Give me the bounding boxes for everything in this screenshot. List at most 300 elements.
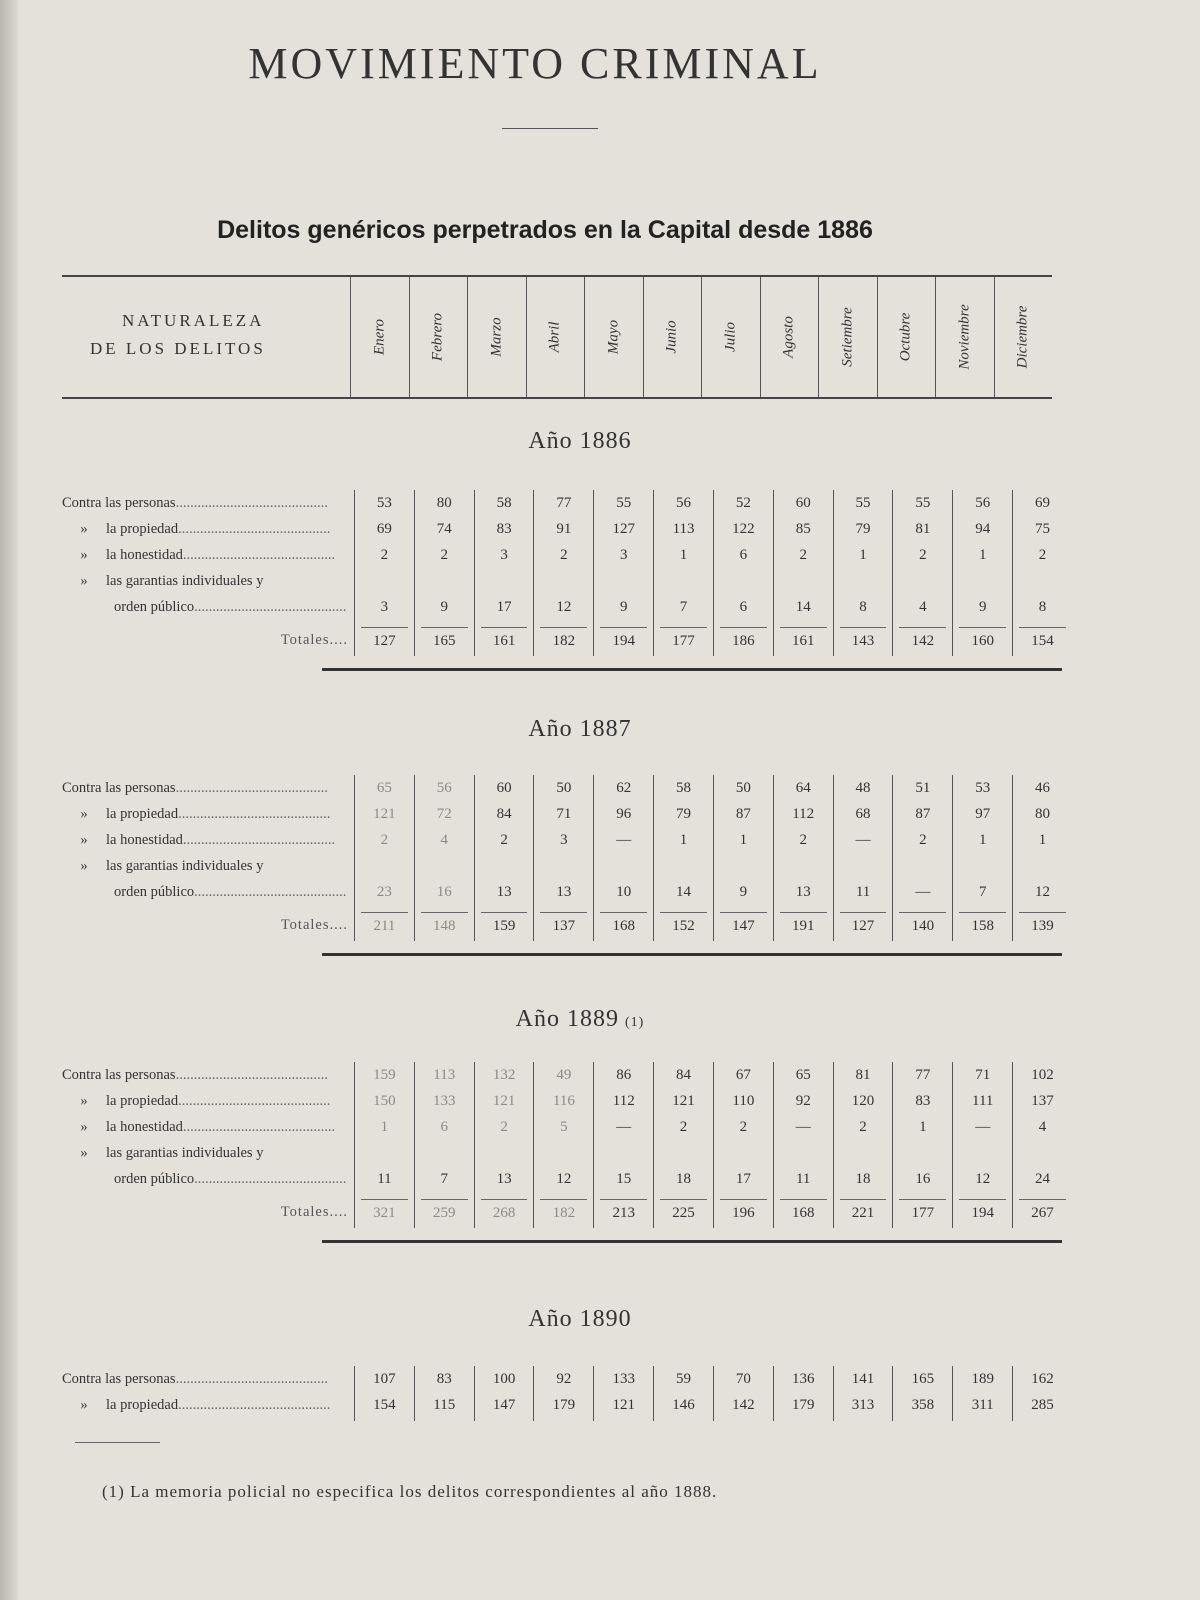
ditto-mark: » <box>80 858 88 874</box>
value-cell-propiedad: 87 <box>735 806 751 822</box>
value-cell-personas: 113 <box>433 1067 456 1083</box>
value-cell-orden: 11 <box>795 1171 811 1187</box>
month-column <box>593 1366 653 1421</box>
value-cell-propiedad: 121 <box>672 1093 695 1109</box>
value-cell-orden: 9 <box>978 599 987 615</box>
row-label-orden <box>62 1166 352 1192</box>
value-cell-orden: 24 <box>1035 1171 1051 1187</box>
month-label: Octubre <box>897 312 914 362</box>
month-column <box>713 1366 773 1421</box>
month-column <box>833 775 893 941</box>
value-cell-orden: 7 <box>978 884 987 900</box>
month-headers <box>350 277 1052 397</box>
ditto-mark: » <box>80 547 88 563</box>
total-cell: 259 <box>421 1199 468 1226</box>
value-cell-propiedad: 133 <box>432 1093 456 1109</box>
month-column <box>892 1366 952 1421</box>
value-cell-honestidad: 2 <box>500 832 508 848</box>
total-cell: 168 <box>780 1199 827 1226</box>
value-cell-propiedad: 116 <box>552 1093 575 1109</box>
total-cell: 148 <box>421 912 468 939</box>
value-cell-honestidad: — <box>795 1119 811 1135</box>
month-column <box>653 775 713 941</box>
row-label-propiedad <box>62 516 352 542</box>
value-cell-orden: 13 <box>496 1171 512 1187</box>
month-header-setiembre <box>818 277 877 397</box>
value-cell-honestidad: — <box>855 832 871 848</box>
value-cell-honestidad: 2 <box>679 1119 688 1135</box>
value-cell-personas: 48 <box>855 780 871 796</box>
leader-dots: .......................................... <box>178 1093 331 1109</box>
ditto-mark: » <box>80 1119 88 1135</box>
nature-of-crimes-heading <box>62 307 347 363</box>
month-column <box>773 775 833 941</box>
total-cell: 152 <box>660 912 707 939</box>
total-cell: 165 <box>421 627 468 654</box>
value-cell-propiedad: 91 <box>556 521 572 537</box>
month-column <box>773 490 833 656</box>
month-column <box>952 1062 1012 1228</box>
value-cell-personas: 50 <box>735 780 751 796</box>
value-cell-propiedad: 121 <box>612 1397 635 1413</box>
value-cell-propiedad: 121 <box>492 1093 516 1109</box>
leader-dots: .......................................... <box>178 521 331 537</box>
value-cell-orden: 13 <box>496 884 512 900</box>
value-cell-propiedad: 80 <box>1035 806 1051 822</box>
value-cell-personas: 65 <box>376 780 392 796</box>
value-cell-honestidad: 1 <box>919 1119 927 1135</box>
value-cell-propiedad: 71 <box>556 806 572 822</box>
month-column <box>892 490 952 656</box>
year-heading <box>0 1006 1160 1033</box>
month-column <box>354 490 414 656</box>
footnote: (1) La memoria policial no especifica los delitos correspondientes al año 1888. <box>102 1482 718 1501</box>
row-label-honestidad <box>62 1114 352 1140</box>
page-subtitle: Delitos genéricos perpetrados en la Capital desde 1886 <box>217 216 873 244</box>
month-column <box>773 1366 833 1421</box>
page-title: MOVIMIENTO CRIMINAL <box>248 39 822 88</box>
month-column <box>773 1062 833 1228</box>
row-label-text: las garantias individuales y <box>106 858 264 874</box>
total-cell: 225 <box>660 1199 707 1226</box>
month-column <box>833 1062 893 1228</box>
month-column <box>533 1062 593 1228</box>
total-cell: 127 <box>361 627 408 654</box>
ditto-mark: » <box>80 573 88 589</box>
value-cell-personas: 70 <box>735 1371 751 1387</box>
value-cell-propiedad: 311 <box>971 1397 994 1413</box>
value-cell-personas: 80 <box>436 495 452 511</box>
totals-label: Totales.... <box>280 916 348 933</box>
value-cell-personas: 53 <box>975 780 991 796</box>
value-cell-personas: 65 <box>795 1067 811 1083</box>
value-cell-propiedad: 121 <box>373 806 396 822</box>
row-label-text: la propiedad <box>106 806 179 822</box>
value-cell-propiedad: 72 <box>436 806 452 822</box>
total-cell: 147 <box>720 912 767 939</box>
value-cell-personas: 52 <box>735 495 751 511</box>
value-cell-orden: 16 <box>915 1171 931 1187</box>
value-cell-personas: 162 <box>1031 1371 1054 1387</box>
value-cell-personas: 46 <box>1035 780 1051 796</box>
value-cell-propiedad: 79 <box>676 806 692 822</box>
leader-dots: .......................................... <box>178 806 331 822</box>
value-cell-honestidad: 2 <box>919 547 927 563</box>
value-cell-orden: 11 <box>855 884 871 900</box>
value-cell-honestidad: — <box>616 832 632 848</box>
value-cell-personas: 55 <box>915 495 931 511</box>
value-cell-orden: 7 <box>440 1171 448 1187</box>
value-cell-personas: 58 <box>496 495 512 511</box>
month-label: Febrero <box>429 312 446 362</box>
value-cell-personas: 49 <box>556 1067 572 1083</box>
value-cell-propiedad: 94 <box>975 521 991 537</box>
leader-dots: .......................................... <box>182 832 336 848</box>
value-cell-personas: 58 <box>676 780 692 796</box>
value-cell-orden: 15 <box>616 1171 632 1187</box>
month-column <box>952 490 1012 656</box>
leader-dots: .......................................... <box>178 1397 331 1413</box>
row-label-personas <box>62 1062 352 1088</box>
month-header-agosto <box>760 277 819 397</box>
value-cell-propiedad: 313 <box>851 1397 875 1413</box>
month-label: Julio <box>722 322 739 352</box>
value-cell-personas: 55 <box>855 495 871 511</box>
value-cell-personas: 107 <box>373 1371 396 1387</box>
row-label-propiedad <box>62 801 352 827</box>
month-column <box>653 1062 713 1228</box>
value-cell-honestidad: 1 <box>978 547 987 563</box>
total-cell: 186 <box>720 627 767 654</box>
value-cell-propiedad: 75 <box>1035 521 1051 537</box>
total-cell: 321 <box>361 1199 408 1226</box>
value-cell-personas: 189 <box>971 1371 994 1387</box>
value-cell-propiedad: 92 <box>795 1093 811 1109</box>
nature-heading-line1: NATURALEZA <box>122 311 265 330</box>
leader-dots: .......................................... <box>182 547 336 563</box>
row-label-propiedad <box>62 1392 352 1418</box>
row-label-garantias <box>62 1140 352 1166</box>
value-cell-orden: 9 <box>619 599 628 615</box>
month-label: Noviembre <box>956 304 973 370</box>
year-footnote-marker: (1) <box>625 1015 645 1030</box>
value-grid <box>354 490 1072 656</box>
value-cell-propiedad: 150 <box>373 1093 396 1109</box>
month-column <box>653 1366 713 1421</box>
value-cell-propiedad: 69 <box>376 521 392 537</box>
year-heading-label: Año 1886 <box>528 428 632 454</box>
total-cell: 142 <box>899 627 946 654</box>
value-cell-propiedad: 137 <box>1031 1093 1054 1109</box>
value-cell-personas: 56 <box>975 495 991 511</box>
value-cell-propiedad: 142 <box>732 1397 755 1413</box>
year-heading-label: Año 1889 <box>515 1006 619 1032</box>
month-column <box>1012 1366 1072 1421</box>
row-label-text: la propiedad <box>106 521 179 537</box>
month-column <box>533 490 593 656</box>
month-column <box>414 1062 474 1228</box>
month-header-octubre <box>877 277 936 397</box>
ditto-mark: » <box>80 1093 88 1109</box>
value-cell-personas: 77 <box>556 495 572 511</box>
year-table <box>62 1366 1072 1421</box>
value-cell-propiedad: 112 <box>792 806 815 822</box>
month-column <box>474 1062 534 1228</box>
value-cell-honestidad: 5 <box>560 1119 568 1135</box>
value-cell-honestidad: 1 <box>679 832 688 848</box>
month-column <box>354 1062 414 1228</box>
value-cell-honestidad: 2 <box>380 547 389 563</box>
row-label-text: Contra las personas <box>62 780 176 796</box>
month-column <box>892 775 952 941</box>
total-cell: 182 <box>540 1199 587 1226</box>
month-column <box>833 490 893 656</box>
value-cell-honestidad: 2 <box>919 832 927 848</box>
year-table-bottom-rule <box>322 1240 1062 1243</box>
value-cell-propiedad: 84 <box>496 806 512 822</box>
row-label-personas <box>62 490 352 516</box>
month-label: Marzo <box>488 317 505 357</box>
value-cell-personas: 60 <box>795 495 811 511</box>
value-cell-honestidad: 2 <box>440 547 448 563</box>
value-cell-orden: 23 <box>376 884 392 900</box>
year-heading <box>0 1306 1160 1333</box>
leader-dots: .......................................... <box>194 599 347 615</box>
month-label: Mayo <box>605 319 622 355</box>
value-cell-propiedad: 179 <box>552 1397 576 1413</box>
value-cell-orden: 10 <box>616 884 632 900</box>
value-cell-propiedad: 85 <box>795 521 811 537</box>
month-column <box>1012 490 1072 656</box>
total-cell: 160 <box>959 627 1006 654</box>
value-cell-propiedad: 110 <box>732 1093 755 1109</box>
value-cell-orden: 17 <box>496 599 512 615</box>
value-cell-personas: 67 <box>735 1067 751 1083</box>
value-cell-orden: 9 <box>739 884 748 900</box>
month-column <box>653 490 713 656</box>
value-cell-propiedad: 146 <box>672 1397 695 1413</box>
value-cell-honestidad: 2 <box>380 832 389 848</box>
ditto-mark: » <box>80 521 88 537</box>
value-cell-propiedad: 111 <box>972 1093 994 1109</box>
value-cell-orden: 12 <box>975 1171 991 1187</box>
value-cell-orden: — <box>915 884 931 900</box>
month-column <box>713 775 773 941</box>
value-cell-propiedad: 154 <box>373 1397 396 1413</box>
value-cell-personas: 92 <box>556 1371 572 1387</box>
value-cell-honestidad: 2 <box>799 547 807 563</box>
row-label-text: Contra las personas <box>62 495 176 511</box>
value-cell-orden: 18 <box>676 1171 692 1187</box>
value-cell-propiedad: 127 <box>612 521 635 537</box>
value-cell-personas: 141 <box>851 1371 875 1387</box>
year-table <box>62 490 1072 656</box>
year-table <box>62 775 1072 941</box>
value-cell-honestidad: 1 <box>679 547 688 563</box>
value-cell-orden: 12 <box>1035 884 1051 900</box>
year-table-bottom-rule <box>322 668 1062 671</box>
leader-dots: .......................................... <box>182 1119 336 1135</box>
month-column <box>952 1366 1012 1421</box>
value-cell-orden: 11 <box>377 1171 392 1187</box>
totals-label: Totales.... <box>280 1203 348 1220</box>
month-column <box>533 775 593 941</box>
value-cell-personas: 56 <box>436 780 452 796</box>
total-cell: 161 <box>780 627 827 654</box>
total-cell: 159 <box>481 912 528 939</box>
value-cell-personas: 136 <box>791 1371 815 1387</box>
value-cell-propiedad: 68 <box>855 806 871 822</box>
value-cell-propiedad: 74 <box>436 521 452 537</box>
row-label-totales <box>62 627 352 653</box>
value-cell-honestidad: 2 <box>739 1119 748 1135</box>
value-cell-personas: 84 <box>676 1067 692 1083</box>
total-cell: 182 <box>540 627 587 654</box>
value-cell-honestidad: 2 <box>500 1119 508 1135</box>
year-heading-label: Año 1887 <box>528 716 632 742</box>
month-label: Junio <box>663 320 680 354</box>
total-cell: 194 <box>600 627 647 654</box>
month-header-junio <box>643 277 702 397</box>
value-cell-propiedad: 83 <box>915 1093 931 1109</box>
month-label: Abril <box>546 321 563 353</box>
month-header-julio <box>701 277 760 397</box>
row-label-text: orden público <box>114 1171 195 1187</box>
ditto-mark: » <box>80 832 88 848</box>
total-cell: 140 <box>899 912 946 939</box>
value-cell-orden: 12 <box>556 1171 572 1187</box>
value-cell-honestidad: 3 <box>560 832 568 848</box>
value-cell-propiedad: 87 <box>915 806 931 822</box>
row-label-text: Contra las personas <box>62 1371 176 1387</box>
footnote-divider <box>75 1442 160 1443</box>
month-column <box>533 1366 593 1421</box>
row-label-honestidad <box>62 542 352 568</box>
value-cell-honestidad: 1 <box>739 832 748 848</box>
value-cell-personas: 56 <box>676 495 692 511</box>
value-grid <box>354 775 1072 941</box>
value-cell-personas: 102 <box>1031 1067 1054 1083</box>
value-cell-personas: 77 <box>915 1067 931 1083</box>
value-cell-propiedad: 122 <box>732 521 755 537</box>
month-header-enero <box>350 277 409 397</box>
title-divider <box>502 128 598 129</box>
value-cell-honestidad: 2 <box>859 1119 867 1135</box>
row-label-orden <box>62 594 352 620</box>
value-cell-personas: 71 <box>975 1067 991 1083</box>
value-cell-orden: 13 <box>795 884 811 900</box>
total-cell: 161 <box>481 627 528 654</box>
value-cell-personas: 60 <box>496 780 512 796</box>
row-label-text: la honestidad <box>106 547 183 563</box>
value-cell-orden: 14 <box>676 884 692 900</box>
leader-dots: .......................................... <box>175 1371 328 1387</box>
month-column <box>593 775 653 941</box>
value-cell-personas: 86 <box>616 1067 632 1083</box>
value-cell-honestidad: 4 <box>1038 1119 1047 1135</box>
value-cell-orden: 8 <box>859 599 867 615</box>
month-column <box>414 775 474 941</box>
year-table <box>62 1062 1072 1228</box>
row-label-personas <box>62 775 352 801</box>
total-cell: 168 <box>600 912 647 939</box>
value-cell-honestidad: 3 <box>619 547 628 563</box>
month-column <box>354 775 414 941</box>
value-cell-propiedad: 96 <box>616 806 632 822</box>
value-cell-orden: 3 <box>380 599 389 615</box>
value-cell-orden: 13 <box>556 884 572 900</box>
month-label: Agosto <box>780 316 797 358</box>
total-cell: 221 <box>840 1199 887 1226</box>
row-label-text: la propiedad <box>106 1093 179 1109</box>
row-label-text: las garantias individuales y <box>106 1145 264 1161</box>
value-cell-honestidad: 2 <box>1038 547 1047 563</box>
value-cell-orden: 7 <box>679 599 688 615</box>
row-label-garantias <box>62 568 352 594</box>
value-cell-orden: 14 <box>795 599 811 615</box>
year-heading <box>0 716 1160 743</box>
row-label-garantias <box>62 853 352 879</box>
value-cell-honestidad: 2 <box>799 832 807 848</box>
total-cell: 139 <box>1019 912 1066 939</box>
row-label-text: orden público <box>114 884 195 900</box>
leader-dots: .......................................... <box>175 495 328 511</box>
value-cell-personas: 62 <box>616 780 632 796</box>
value-cell-personas: 165 <box>911 1371 935 1387</box>
row-label-text: Contra las personas <box>62 1067 176 1083</box>
value-cell-personas: 50 <box>556 780 572 796</box>
row-label-orden <box>62 879 352 905</box>
value-cell-orden: 6 <box>739 599 748 615</box>
total-cell: 127 <box>840 912 887 939</box>
value-cell-propiedad: 147 <box>492 1397 516 1413</box>
month-column <box>833 1366 893 1421</box>
month-header-abril <box>526 277 585 397</box>
row-label-personas <box>62 1366 352 1392</box>
value-grid <box>354 1062 1072 1228</box>
row-label-totales <box>62 912 352 938</box>
year-table-bottom-rule <box>322 953 1062 956</box>
value-cell-honestidad: 1 <box>978 832 987 848</box>
month-header-diciembre <box>994 277 1053 397</box>
value-cell-personas: 53 <box>376 495 392 511</box>
value-cell-personas: 59 <box>676 1371 692 1387</box>
month-header-marzo <box>467 277 526 397</box>
value-cell-propiedad: 112 <box>612 1093 635 1109</box>
month-header-febrero <box>409 277 468 397</box>
value-cell-honestidad: 1 <box>1038 832 1047 848</box>
row-label-text: orden público <box>114 599 195 615</box>
value-cell-orden: 9 <box>440 599 448 615</box>
row-label-text: las garantias individuales y <box>106 573 264 589</box>
total-cell: 268 <box>481 1199 528 1226</box>
total-cell: 154 <box>1019 627 1066 654</box>
value-cell-personas: 133 <box>612 1371 635 1387</box>
month-column <box>474 490 534 656</box>
value-cell-honestidad: 6 <box>440 1119 448 1135</box>
value-cell-orden: 8 <box>1038 599 1047 615</box>
total-cell: 143 <box>840 627 887 654</box>
total-cell: 196 <box>720 1199 767 1226</box>
row-label-propiedad <box>62 1088 352 1114</box>
ditto-mark: » <box>80 1397 88 1413</box>
value-cell-honestidad: 1 <box>380 1119 389 1135</box>
total-cell: 191 <box>780 912 827 939</box>
total-cell: 137 <box>540 912 587 939</box>
month-label: Enero <box>371 318 388 356</box>
value-cell-personas: 83 <box>436 1371 452 1387</box>
value-cell-propiedad: 113 <box>672 521 695 537</box>
